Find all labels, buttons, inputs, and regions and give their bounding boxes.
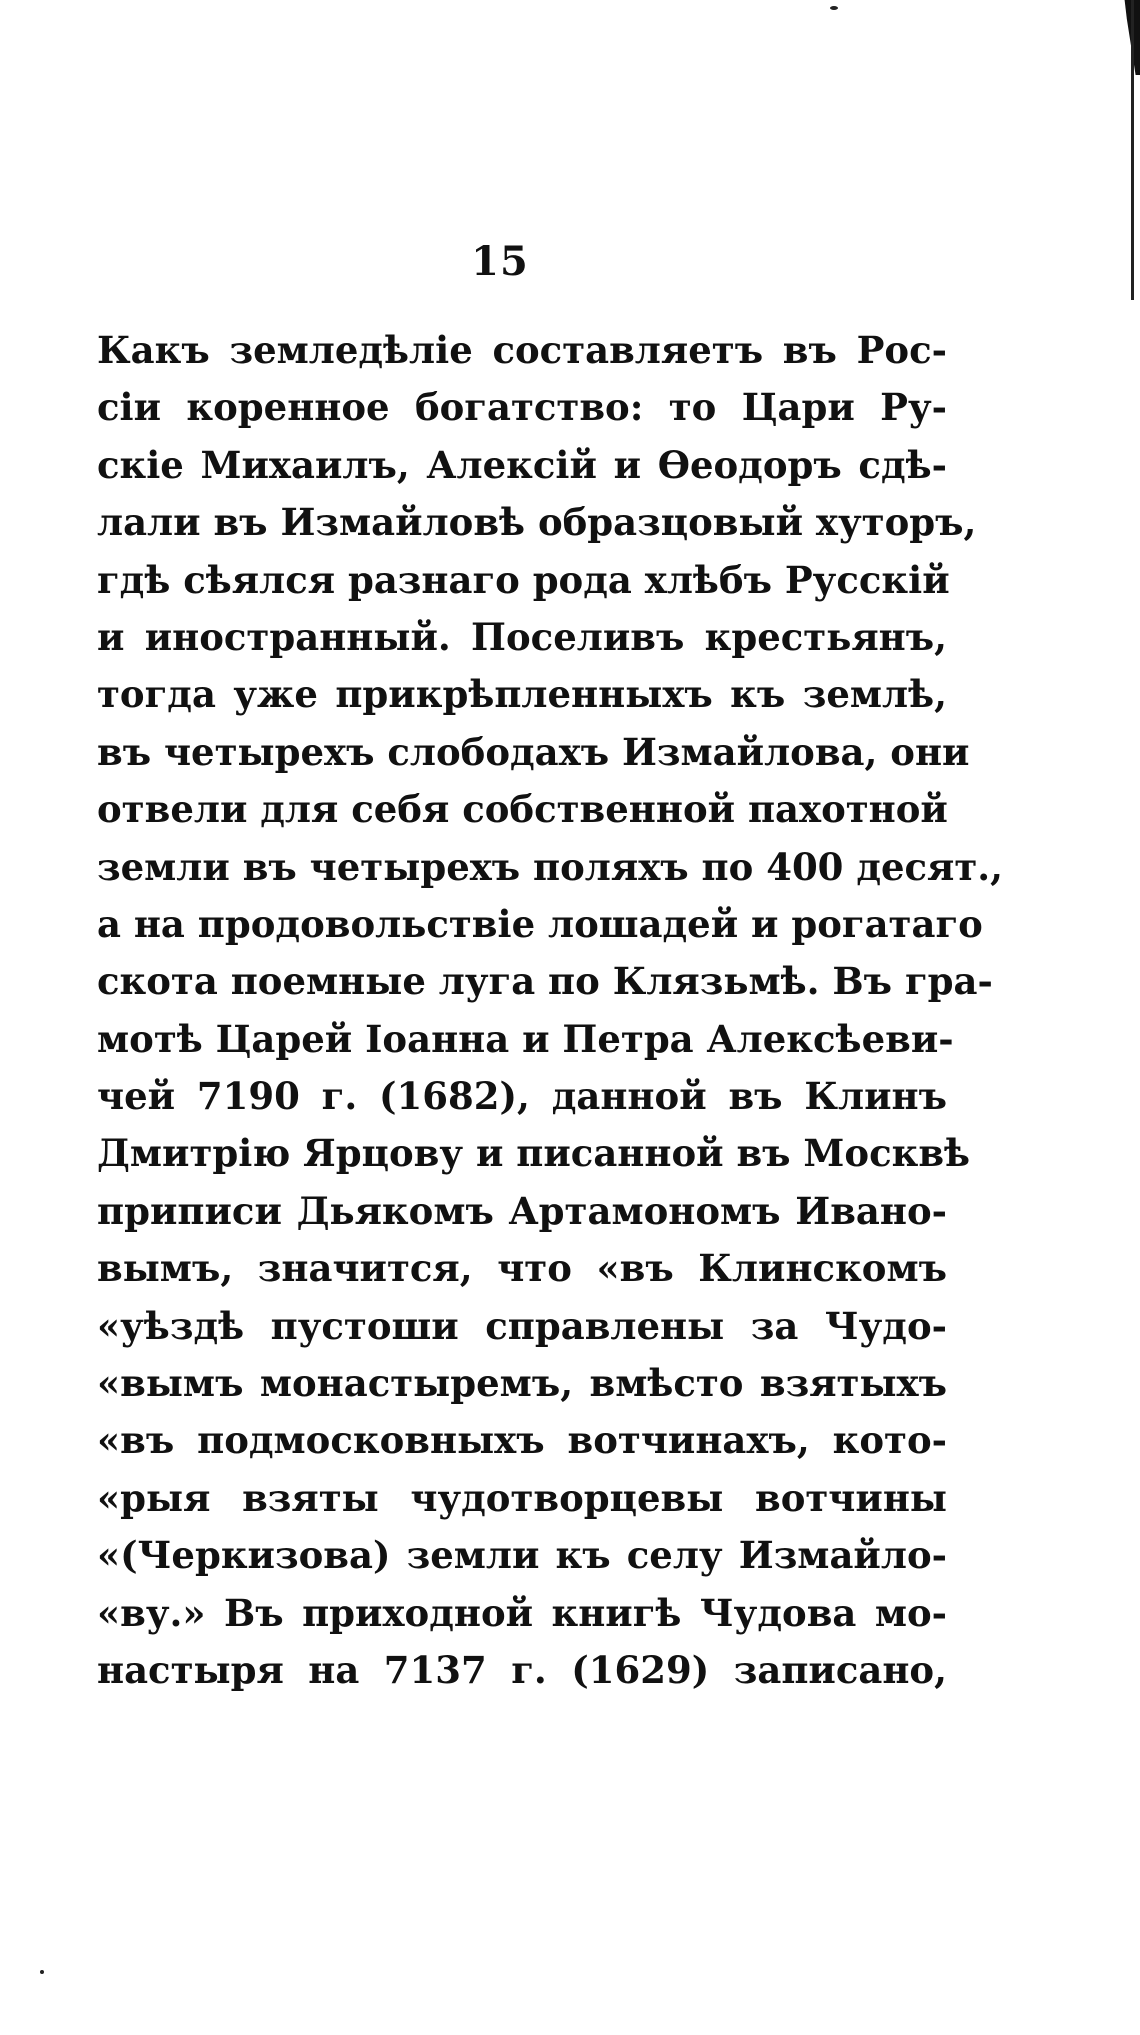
text-line: «ву.» Въ приходной книгѣ Чудова мо- <box>97 1590 947 1635</box>
text-line: приписи Дьякомъ Артамономъ Ивано- <box>97 1188 947 1233</box>
text-line: «уѣздѣ пустоши справлены за Чудо- <box>97 1303 947 1348</box>
text-line: лали въ Измайловѣ образцовый хуторъ, <box>97 500 977 545</box>
text-line: «вымъ монастыремъ, вмѣсто взятыхъ <box>97 1361 947 1406</box>
text-line: скіе Михаилъ, Алексій и Ѳеодоръ сдѣ- <box>97 442 947 487</box>
text-line: тогда уже прикрѣпленныхъ къ землѣ, <box>97 672 947 717</box>
page-edge-shadow <box>1118 0 1140 75</box>
text-line: въ четырехъ слободахъ Измайлова, они <box>97 729 970 774</box>
text-line: Дмитрію Ярцову и писанной въ Москвѣ <box>97 1131 971 1176</box>
text-line: отвели для себя собственной пахотной <box>97 787 948 832</box>
text-line: скота поемные луга по Клязьмѣ. Въ гра- <box>97 959 993 1004</box>
text-line: настыря на 7137 г. (1629) записано, <box>97 1647 947 1692</box>
text-line: «рыя взяты чудотворцевы вотчины <box>97 1475 947 1520</box>
text-line: «(Черкизова) земли къ селу Измайло- <box>97 1533 947 1578</box>
text-line: сіи коренное богатство: то Цари Ру- <box>97 385 947 430</box>
scan-speck <box>40 1970 44 1974</box>
text-line: а на продовольствіе лошадей и рогатаго <box>97 901 983 946</box>
text-line: гдѣ сѣялся разнаго рода хлѣбъ Русскій <box>97 557 950 602</box>
page-number: 15 <box>471 238 529 285</box>
text-line: вымъ, значится, что «въ Клинскомъ <box>97 1246 947 1291</box>
text-line: земли въ четырехъ поляхъ по 400 десят., <box>97 844 1004 889</box>
text-line: «въ подмосковныхъ вотчинахъ, кото- <box>97 1418 947 1463</box>
scan-speck <box>830 6 838 10</box>
page-edge-line <box>1131 0 1134 300</box>
text-line: и иностранный. Поселивъ крестьянъ, <box>97 614 947 659</box>
text-line: Какъ земледѣліе составляетъ въ Рос- <box>97 328 947 372</box>
body-text <box>97 322 1004 1699</box>
text-line: мотѣ Царей Іоанна и Петра Алексѣеви- <box>97 1016 954 1061</box>
text-line: чей 7190 г. (1682), данной въ Клинъ <box>97 1074 947 1119</box>
